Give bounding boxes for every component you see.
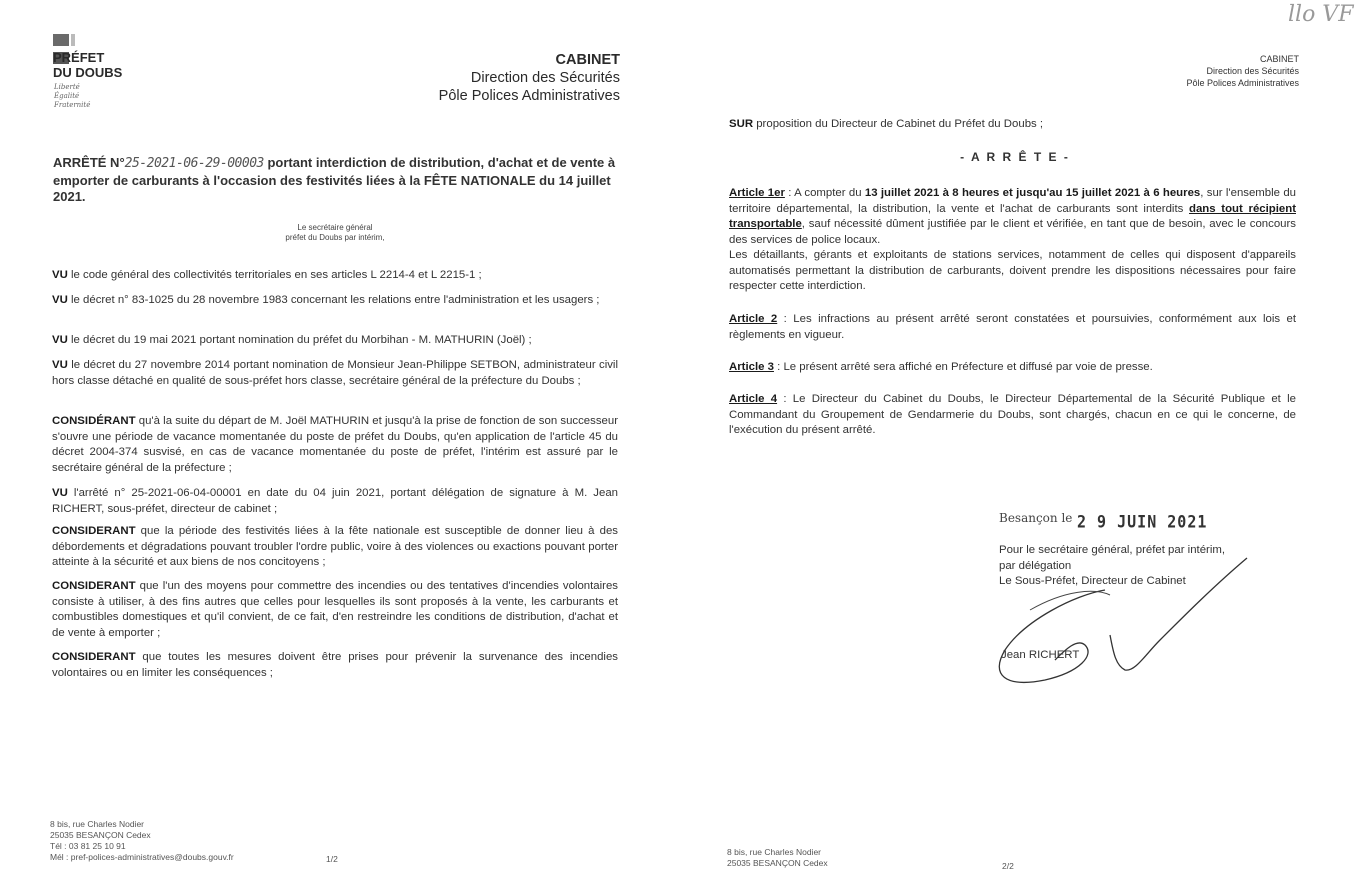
prefet-line1: PRÉFET bbox=[53, 50, 105, 65]
considerant-paragraph bbox=[52, 650, 618, 681]
article-1 bbox=[729, 186, 1296, 248]
article-2 bbox=[729, 312, 1296, 343]
sur-lead: SUR bbox=[729, 118, 754, 130]
considerant-paragraph bbox=[52, 579, 618, 641]
article-label: Article 4 bbox=[729, 393, 778, 405]
motto-egalite: Égalité bbox=[54, 92, 80, 100]
arrete-heading: - A R R Ê T E - bbox=[960, 150, 1070, 164]
handwritten-signature bbox=[985, 550, 1255, 690]
signature-place: Besançon le bbox=[999, 511, 1073, 525]
signature-line3: Le Sous-Préfet, Directeur de Cabinet bbox=[999, 575, 1186, 588]
article-label: Article 3 bbox=[729, 361, 774, 373]
visa-lead: VU bbox=[52, 334, 68, 346]
visa-paragraph bbox=[52, 333, 618, 349]
footer-phone: Tél : 03 81 25 10 91 bbox=[50, 841, 126, 851]
footer-city: 25035 BESANÇON Cedex bbox=[50, 830, 151, 840]
motto-fraternite: Fraternité bbox=[54, 101, 91, 109]
cabinet-header-left bbox=[360, 51, 620, 105]
visa-text: le décret du 19 mai 2021 portant nomination du préfet du Morbihan - M. MATHURIN (Joël) ; bbox=[67, 334, 532, 346]
cabinet-direction: Direction des Sécurités bbox=[470, 70, 620, 86]
visa-text: le décret n° 83-1025 du 28 novembre 1983 concernant les relations entre l'administration et les usagers ; bbox=[67, 294, 600, 306]
considerant-text: que la période des festivités liées à la fête nationale est susceptible de donner lieu à des débordements et dégradations pouvant troubler l'ordre public, voire à des violences ou exactions pouvant porter atteinte à la sécurité et aux biens de nos concitoyens ; bbox=[52, 525, 618, 569]
footer-street: 8 bis, rue Charles Nodier bbox=[727, 847, 822, 857]
article-3 bbox=[729, 360, 1296, 376]
article-4 bbox=[729, 392, 1296, 439]
footer-email: Mél : pref-polices-administratives@doubs.gouv.fr bbox=[50, 852, 234, 862]
decree-title-prefix: ARRÊTÉ N° bbox=[53, 155, 125, 170]
visa-lead: VU bbox=[52, 294, 68, 306]
republic-motto bbox=[54, 83, 90, 110]
visa-lead: VU bbox=[52, 487, 68, 499]
footer-address-right bbox=[727, 847, 828, 869]
visa-text: le décret du 27 novembre 2014 portant nomination de Monsieur Jean-Philippe SETBON, administrateur civil hors classe détaché en qualité de sous-préfet hors classe, secrétaire général de la préfecture du Doubs ; bbox=[52, 359, 618, 387]
considerant-lead: CONSIDERANT bbox=[52, 525, 136, 537]
considerant-lead: CONSIDÉRANT bbox=[52, 415, 136, 427]
article-text: : A compter du bbox=[784, 187, 865, 199]
article-text: : Le Directeur du Cabinet du Doubs, le Directeur Départemental de la Sécurité Publique et le Commandant du Groupement de Gendarmerie du Doubs, sont chargés, chacun en ce qui le concerne, de l'exécution du présent arrêté. bbox=[729, 393, 1296, 437]
sur-text: proposition du Directeur de Cabinet du Préfet du Doubs ; bbox=[753, 118, 1044, 130]
footer-city: 25035 BESANÇON Cedex bbox=[727, 858, 828, 868]
visa-paragraph bbox=[52, 358, 618, 389]
cabinet-header-right bbox=[1100, 53, 1299, 89]
considerant-paragraph bbox=[52, 524, 618, 571]
page-number-right: 2/2 bbox=[1002, 861, 1014, 871]
footer-street: 8 bis, rue Charles Nodier bbox=[50, 819, 145, 829]
cabinet-pole: Pôle Polices Administratives bbox=[1186, 78, 1299, 88]
considerant-text: que toutes les mesures doivent être prises pour prévenir la survenance des incendies volontaires ou en limiter les conséquences ; bbox=[52, 651, 618, 679]
article-bold-dates: 13 juillet 2021 à 8 heures et jusqu'au 15 juillet 2021 à 6 heures bbox=[864, 187, 1201, 199]
signature-line1: Pour le secrétaire général, préfet par intérim, bbox=[999, 544, 1226, 556]
secretary-general-line bbox=[230, 223, 440, 243]
visa-lead: VU bbox=[52, 359, 68, 371]
article-bold-container: dans tout récipient transportable bbox=[729, 202, 1296, 231]
visa-paragraph bbox=[52, 268, 618, 284]
footer-address-left bbox=[50, 819, 234, 863]
article-label: Article 1er bbox=[729, 187, 785, 199]
cabinet-direction: Direction des Sécurités bbox=[1206, 66, 1299, 76]
secretary-line2: préfet du Doubs par intérim, bbox=[285, 233, 385, 242]
considerant-lead: CONSIDERANT bbox=[52, 651, 136, 663]
signature-line2: par délégation bbox=[999, 559, 1072, 572]
considerant-paragraph bbox=[52, 414, 618, 476]
sur-proposition bbox=[729, 117, 1296, 133]
secretary-line1: Le secrétaire général bbox=[297, 223, 373, 232]
article-label: Article 2 bbox=[729, 313, 778, 325]
considerant-lead: CONSIDERANT bbox=[52, 580, 136, 592]
cabinet-pole: Pôle Polices Administratives bbox=[438, 88, 620, 104]
date-stamp: 2 9 JUIN 2021 bbox=[1077, 511, 1208, 533]
prefet-logo-text bbox=[53, 50, 122, 80]
decree-title-text: portant interdiction de distribution, d'achat et de vente à emporter de carburants à l'occasion des festivités liées à la FÊTE NATIONALE du 14 juillet 2021. bbox=[53, 155, 616, 204]
visa-paragraph bbox=[52, 293, 618, 309]
page-number-left: 1/2 bbox=[326, 854, 338, 864]
visa-text: le code général des collectivités territoriales en ses articles L 2214-4 et L 2215-1 ; bbox=[67, 269, 482, 281]
considerant-text: qu'à la suite du départ de M. Joël MATHURIN et jusqu'à la prise de fonction de son successeur s'ouvre une période de vacance momentanée du poste de préfet du Doubs, qu'en application de l'article 45 du décret 2004-374 susvisé, en cas de vacance momentanée du poste de préfet, l'intérim est assuré par le secrétaire général de la préfecture ; bbox=[52, 415, 618, 474]
visa-text: l'arrêté n° 25-2021-06-04-00001 en date du 04 juin 2021, portant délégation de signature à M. Jean RICHERT, sous-préfet, directeur de cabinet ; bbox=[52, 487, 618, 515]
article-text: , sur l'ensemble du territoire départemental, la distribution, la vente et l'achat de carburants sont interdits bbox=[729, 187, 1296, 215]
cabinet-title: CABINET bbox=[1259, 54, 1299, 64]
corner-handwritten-annotation: llo VF bbox=[1288, 2, 1354, 27]
considerant-text: que l'un des moyens pour commettre des incendies ou des tentatives d'incendies volontaires consiste à utiliser, à des fins autres que celles pour lesquelles ils sont proposés à la vente, les carburants et combustibles domestiques et qu'il convient, de ce fait, d'en restreindre les conditions de distribution, d'achat et de vente à emporter ; bbox=[52, 580, 618, 639]
article-text: : Le présent arrêté sera affiché en Préfecture et diffusé par voie de presse. bbox=[773, 361, 1153, 373]
motto-liberte: Liberté bbox=[54, 83, 80, 91]
signatory-name: Jean RICHERT bbox=[1001, 649, 1080, 661]
decree-number-handwritten: 25-2021-06-29-00003 bbox=[124, 156, 264, 171]
marianne-logo bbox=[53, 33, 93, 47]
cabinet-title: CABINET bbox=[555, 52, 620, 68]
article-text: : Les infractions au présent arrêté seront constatées et poursuivies, conformément aux lois et règlements en vigueur. bbox=[729, 313, 1296, 341]
visa-paragraph bbox=[52, 486, 618, 517]
prefet-line2: DU DOUBS bbox=[53, 65, 123, 80]
article-1-paragraph-2: Les détaillants, gérants et exploitants de stations services, notamment de celles qui disposent d'appareils automatisés permettant la distribution de carburants, doivent prendre les dispositions nécessaires pour faire respecter cette interdiction. bbox=[729, 249, 1296, 293]
visa-lead: VU bbox=[52, 269, 68, 281]
article-text: , sauf nécessité dûment justifiée par le client et vérifiée, en tant que de besoin, avec le concours des services de police locaux. bbox=[729, 218, 1296, 246]
decree-title bbox=[53, 155, 623, 206]
